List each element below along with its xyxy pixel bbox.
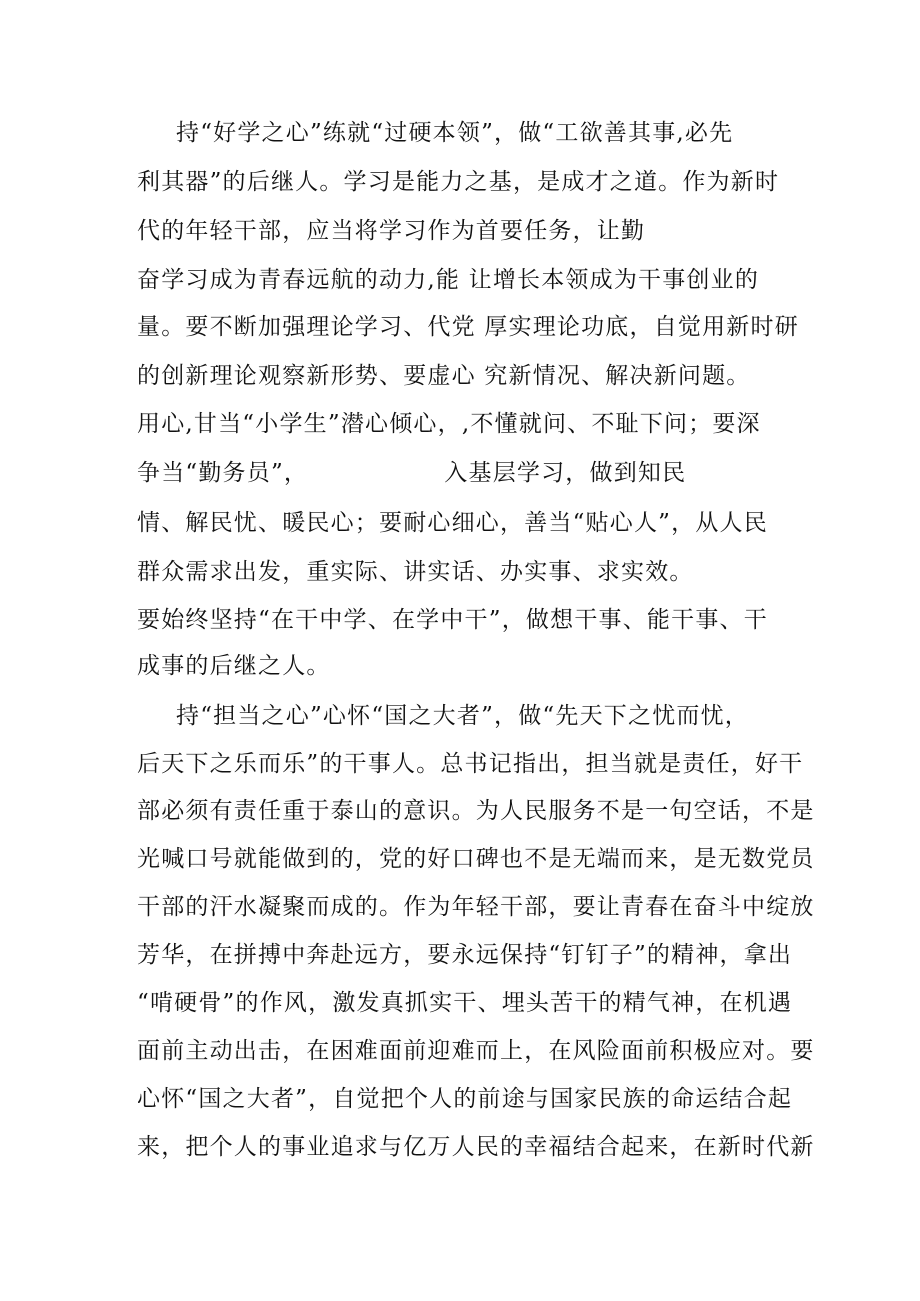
text-line: “啃硬骨”的作风，激发真抓实干、埋头苦干的精气神，在机遇 xyxy=(137,990,793,1016)
text-line: 成事的后继之人。 xyxy=(137,653,331,679)
text-line: 芳华，在拼搏中奔赴远方，要永远保持“钉钉子”的精神，拿出 xyxy=(137,942,793,968)
text-line: 面前主动出击，在困难面前迎难而上，在风险面前积极应对。要 xyxy=(137,1038,815,1064)
text-line: 群众需求出发，重实际、讲实话、办实事、求实效。 xyxy=(137,559,694,585)
text-line: 持“好学之心”练就“过硬本领”，做“工欲善其事,必先 xyxy=(176,120,734,146)
text-line: 代的年轻干部，应当将学习作为首要任务，让勤 xyxy=(137,218,646,244)
text-line: 量。要不断加强理论学习、代党 厚实理论功底，自觉用新时研 xyxy=(137,314,799,340)
text-line: 情、解民忧、暖民心；要耐心细心，善当“贴心人”，从人民 xyxy=(137,510,768,536)
text-line: 要始终坚持“在干中学、在学中干”，做想干事、能干事、干 xyxy=(137,607,768,633)
text-line: 用心,甘当“小学生”潜心倾心，,不懂就问、不耻下问；要深 xyxy=(137,411,761,437)
text-line: 争当“勤务员”， 入基层学习，做到知民 xyxy=(137,460,687,486)
text-line: 利其器”的后继人。学习是能力之基，是成才之道。作为新时 xyxy=(137,169,780,195)
text-line: 干部的汗水凝聚而成的。作为年轻干部，要让青春在奋斗中绽放 xyxy=(137,894,815,920)
text-line: 的创新理论观察新形势、要虚心 究新情况、解决新问题。 xyxy=(137,363,751,389)
text-line: 来，把个人的事业追求与亿万人民的幸福结合起来，在新时代新 xyxy=(137,1134,815,1160)
text-line: 奋学习成为青春远航的动力,能 让增长本领成为干事创业的 xyxy=(137,267,760,293)
text-line: 后天下之乐而乐”的干事人。总书记指出，担当就是责任，好干 xyxy=(137,751,804,777)
text-line: 心怀“国之大者”，自觉把个人的前途与国家民族的命运结合起 xyxy=(137,1086,793,1112)
text-line: 部必须有责任重于泰山的意识。为人民服务不是一句空话，不是 xyxy=(137,798,815,824)
text-line: 光喊口号就能做到的，党的好口碑也不是无端而来，是无数党员 xyxy=(137,846,815,872)
text-line: 持“担当之心”心怀“国之大者”，做“先天下之忧而忧， xyxy=(176,703,749,729)
